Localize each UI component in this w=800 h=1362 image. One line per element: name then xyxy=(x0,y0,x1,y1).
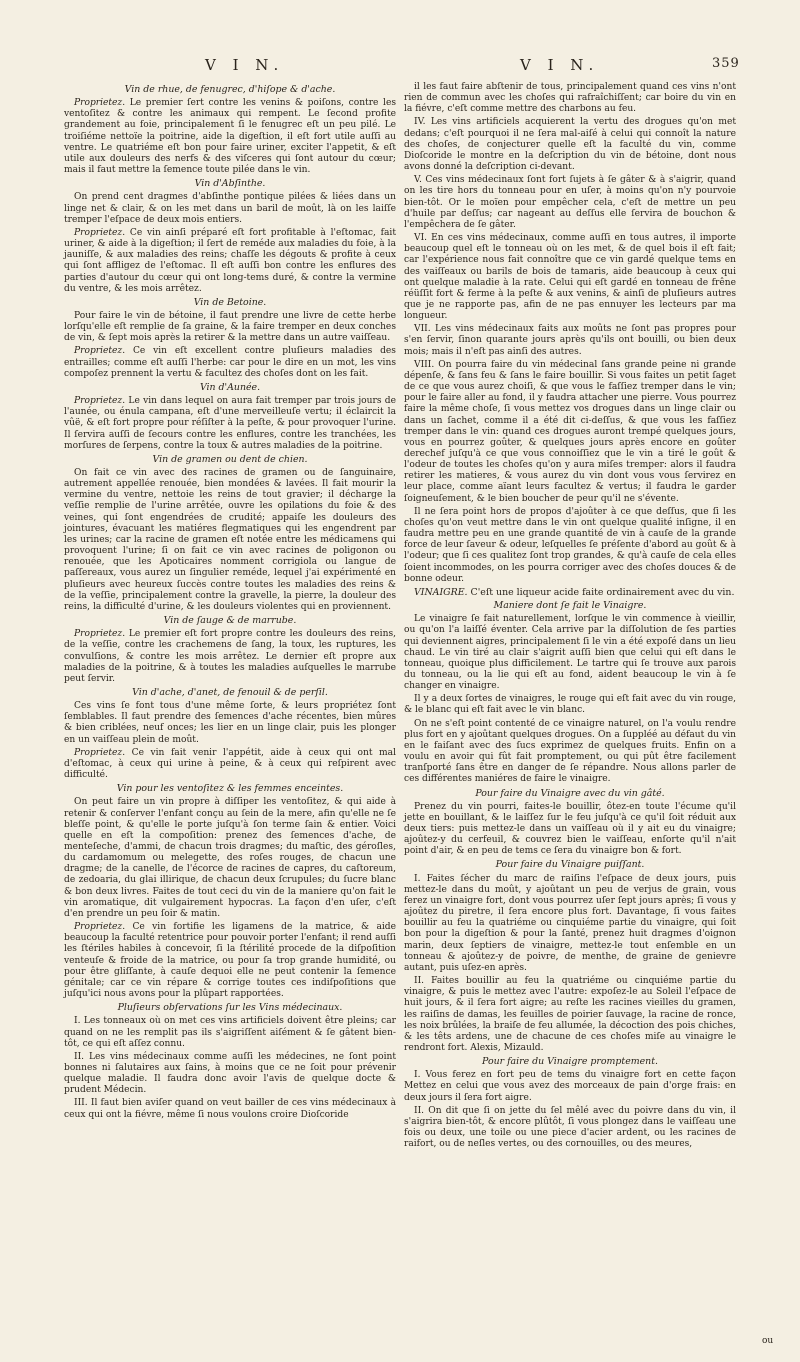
paragraph xyxy=(64,228,396,295)
paragraph xyxy=(404,1106,736,1151)
paragraph-label: Proprietez. xyxy=(74,396,126,407)
section-heading: Vin d'Abſinthe. xyxy=(194,178,266,190)
paragraph-text: Le premier eſt fort propre contre les douleurs des reins, de la veſſie, contre les crachemens de ſang, la toux, les ruptures, les convulſions, & contre les mois arrêtez. Le dernier eſt propre aux maladies de la poitrine, & à toutes les maladies auſquelles le marrube peut ſervir. xyxy=(64,629,396,684)
paragraph-text: On peut faire un vin propre à diſſiper les ventoſitez, & qui aide à retenir & conſerver l'enfant conçu au ſein de la mere, afin qu'elle ne ſe bleſſe point, & qu'elle le porte juſqu'à ſon terme ſain & entier. Voici quelle en eſt la compoſition: prenez des ſemences d'ache, de menteſeche, d'ammi, de chacun trois dragmes; du maſtic, des géroſles, du cardamomum ou melegette, des roſes rouges, de chacun une dragme; de la canelle, de l'écorce de racines de capres, du caſtoreum, de zedoaria, du glai illirique, de chacun deux ſcrupules; du ſucre blanc & bon deux livres. Faites de tout ceci du vin de la maniere qu'on fait le vin aromatique, dit vulgairement hypocras. La façon d'en uſer, c'eſt d'en prendre un peu ſoir & matin. xyxy=(64,797,396,919)
paragraph-text: Prenez du vin pourri, faites-le bouillir, ôtez-en toute l'écume qu'il jette en bouillant, & le laiſſez ſur le feu juſqu'à ce qu'il ſoit réduit aux deux tiers: puis mettez-le dans un vaiſſeau où il y ait eu du vinaigre; ajoûtez-y du cerfeuil, & couvrez bien le vaiſſeau, enſorte qu'il n'ait point d'air, & en peu de tems ce ſera du vinaigre bon & fort. xyxy=(404,801,736,857)
paragraph xyxy=(404,117,736,173)
paragraph xyxy=(404,233,736,322)
section-heading: Vin de Betoine. xyxy=(193,296,267,308)
section-heading: Pluſieurs obſervations ſur les Vins médecinaux. xyxy=(117,1002,343,1014)
paragraph-text: On ne s'eſt point contenté de ce vinaigre naturel, on l'a voulu rendre plus fort en y ajoûtant quelques drogues. On a ſuppléé au défaut du vin en le faiſant avec des ſucs exprimez de quelques fruits. Enfin on a voulu en avoir qui fût fait promptement, ou qui pût être facilement tranſporté ſans être en danger de ſe répandre. Nous allons parler de ces différentes maniéres de faire le vinaigre. xyxy=(404,718,736,785)
paragraph-text: On prend cent dragmes d'abſinthe pontique pilées & liées dans un linge net & clair, & on les met dans un baril de moût, là on les laiſſe tremper l'eſpace de deux mois entiers. xyxy=(64,192,396,225)
paragraph-label: Proprietez. xyxy=(74,747,126,758)
paragraph-text: Ces vins ſe font tous d'une même ſorte, & leurs propriétez ſont ſemblables. Il faut prendre des ſemences d'ache récentes, bien mûres & bien criblées, neuf onces; les lier en un linge clair, puis les plonger en un vaiſſeau plein de moût. xyxy=(64,701,396,745)
paragraph xyxy=(64,922,396,1000)
paragraph-text: II. On dit que ſi on jette du ſel mêlé avec du poivre dans du vin, il s'aigrira bien-tôt, & encore plûtôt, ſi vous plongez dans le vaiſſeau une fois ou deux, une toile ou une piece d'acier ardent, ou les racines de raifort, ou de neſles vertes, ou des cornouilles, ou des meures, xyxy=(404,1105,736,1150)
page-number: 359 xyxy=(712,56,740,71)
left-column xyxy=(64,82,396,1123)
paragraph xyxy=(404,175,736,231)
paragraph-text: il les faut faire abſtenir de tous, principalement quand ces vins n'ont rien de commun avec les choſes qui rafraîchiſſent; car boire du vin en la fiévre, c'eſt comme mettre des charbons au feu. xyxy=(404,82,736,115)
paragraph-text: Ce vin fortifie les ligamens de la matrice, & aide beaucoup la faculté retentrice pour pouvoir porter l'enfant; il rend auſſi les ſtériles habiles à concevoir, ſi la ſtérilité procede de la diſpoſition venteuſe & froide de la matrice, ou pour ſa trop grande humidité, ou pour être gliſſante, à cauſe dequoi elle ne peut contenir la ſemence génitale; car ce vin répare & corrige toutes ces indiſpoſitions que juſqu'ici nous avons pour la plûpart rapportées. xyxy=(64,922,396,1000)
paragraph-label: Proprietez. xyxy=(74,629,126,640)
entry-vinaigre xyxy=(404,587,736,598)
paragraph-label: Proprietez. xyxy=(74,922,126,933)
paragraph xyxy=(64,192,396,225)
catchword: ou xyxy=(762,1336,774,1346)
paragraph-text: I. Vous ferez en fort peu de tems du vinaigre fort en cette façon Mettez en celui que vous avez des morceaux de pain d'orge frais: en deux jours il ſera fort aigre. xyxy=(404,1070,736,1103)
paragraph-text: Il y a deux ſortes de vinaigres, le rouge qui eſt fait avec du vin rouge, & le blanc qui eſt fait avec le vin blanc. xyxy=(404,694,736,716)
paragraph xyxy=(404,802,736,858)
paragraph-text: Ce vin fait venir l'appétit, aide à ceux qui ont mal d'eſtomac, à ceux qui urine à peine, & à ceux qui reſpirent avec difficulté. xyxy=(64,747,396,781)
paragraph xyxy=(64,1016,396,1049)
paragraph xyxy=(64,468,396,613)
paragraph-text: I. Faites ſécher du marc de raiſins l'eſpace de deux jours, puis mettez-le dans du moût, y ajoûtant un peu de verjus de grain, vous ferez un vinaigre fort, dont vous pourrez uſer ſept jours après; ſi vous y ajoûtez du piretre, il ſera encore plus fort. Davantage, ſi vous faites bouillir au feu la quatriéme ou cinquiéme partie du vinaigre, qui ſoit bon pour la digeſtion & pour la ſanté, prenez huit dragmes d'oignon marin, deux ſeptiers de vinaigre, mettez-le tout enſemble en un tonneau & ajoûtez-y de poivre, de menthe, de graine de genievre autant, puis uſez-en après. xyxy=(404,873,736,973)
paragraph-text: VI. En ces vins médecinaux, comme auſſi en tous autres, il importe beaucoup quel eſt le tonneau où on les met, & de quel bois il eſt fait; car l'expérience nous fait connoître que ce vin gardé quelque tems en des vaiſſeaux ou barils de bois de tamaris, aide beaucoup à ceux qui ont quelque maladie à la rate. Celui qui eſt gardé en tonneau de frêne réüſſit fort & ferme à la peſte & aux venins, & ainſi de pluſieurs autres que je ne rapporte pas, afin de ne pas ennuyer les lecteurs par ma longueur. xyxy=(404,233,736,322)
paragraph-text: IV. Les vins artificiels acquierent la vertu des drogues qu'on met dedans; c'eſt pourquoi il ne ſera mal-aiſé à celui qui connoît la nature des choſes, de conjecturer quelle eſt la faculté du vin, comme Dioſcoride le montre en la deſcription du vin de bétoine, dont nous avons donné la deſcription ci-devant. xyxy=(404,117,736,173)
paragraph-text: Il ne ſera point hors de propos d'ajoûter à ce que deſſus, que ſi les choſes qu'on veut mettre dans le vin ont quelque qualité inſigne, il en faudra mettre peu en une grande quantité de vin à cauſe de la grande force de leur ſaveur & odeur, leſquelles ſe préſente d'abord au goût & à l'odeur; que ſi ces qualitez ſont trop grandes, & qu'à cauſe de cela elles ſoient incommodes, on les pourra corriger avec des choſes douces & de bonne odeur. xyxy=(404,506,736,584)
paragraph-text: VII. Les vins médecinaux faits aux moûts ne ſont pas propres pour s'en ſervir, ſinon quarante jours après qu'ils ont bouilli, ou bien deux mois; mais il n'eſt pas ainſi des autres. xyxy=(404,324,736,357)
paragraph-label: Proprietez. xyxy=(74,346,126,357)
paragraph-text: II. Faites bouillir au feu la quatriéme ou cinquiéme partie du vinaigre, & puis le mettez avec l'autre: expoſez-le au Soleil l'eſpace de huit jours, & il ſera fort aigre; au reſte les racines vieilles du gramen, les raiſins de damas, les feuilles de poirier ſauvage, la racine de ronce, les noix brûlées, la braiſe de feu allumée, la décoction des pois chiches, & les têts ardens, une de chacune de ces choſes miſe au vinaigre le rendront fort. Alexis, Mizauld. xyxy=(404,976,736,1053)
paragraph-text: C'eſt une liqueur acide faite ordinairement avec du vin. xyxy=(470,586,735,598)
paragraph xyxy=(404,324,736,357)
paragraph-text: Le vinaigre ſe fait naturellement, lorſque le vin commence à vieillir, ou qu'on l'a laiſſé éventer. Cela arrive par la diſſolution de ſes parties qui deviennent aigres, principalement ſi le vin a été expoſé dans un lieu chaud. Le vin tiré au clair s'aigrit auſſi bien que celui qui eſt dans le tonneau, quoique plus difficilement. Le tartre qui ſe trouve aux parois du tonneau, ou la lie qui eſt au fond, aident beaucoup le vin à ſe changer en vinaigre. xyxy=(404,614,736,692)
paragraph xyxy=(64,396,396,452)
paragraph xyxy=(404,719,736,786)
section-heading: Maniere dont ſe fait le Vinaigre. xyxy=(493,600,647,612)
paragraph xyxy=(404,360,736,505)
paragraph xyxy=(404,1070,736,1103)
right-column xyxy=(404,82,736,1152)
paragraph xyxy=(64,346,396,379)
paragraph xyxy=(64,629,396,685)
section-heading: Pour faire du Vinaigre puiſſant. xyxy=(495,859,645,871)
paragraph-text: I. Les tonneaux où on met ces vins artificiels doivent être pleins; car quand on ne les remplit pas ils s'aigriſſent aiſément & ſe gâtent bien-tôt, ce qui eſt aſſez connu. xyxy=(64,1016,396,1049)
paragraph-text: V. Ces vins médecinaux ſont fort ſujets à ſe gâter & à s'aigrir, quand on les tire hors du tonneau pour en uſer, à moins qu'on n'y pourvoie bien-tôt. Or le moïen pour empêcher cela, c'eſt de mettre un peu d'huile par deſſus; car nageant au deſſus elle ſervira de bouchon & l'empêchera de ſe gâter. xyxy=(404,175,736,230)
paragraph xyxy=(64,701,396,746)
running-head xyxy=(0,56,800,80)
paragraph xyxy=(64,1098,396,1120)
paragraph xyxy=(404,874,736,974)
paragraph-text: Pour faire le vin de bétoine, il faut prendre une livre de cette herbe lorſqu'elle eſt remplie de ſa graine, & la faire tremper en deux conches de vin, & ſept mois après la retirer & la mettre dans un autre vaiſſeau. xyxy=(64,310,396,344)
paragraph-text: On fait ce vin avec des racines de gramen ou de ſanguinaire, autrement appellée renouée, bien mondées & lavées. Il fait mourir la vermine du ventre, nettoie les reins de tout gravier; il décharge la veſſie remplie de l'urine arrêtée, ouvre les opilations du foie & des veines, qui ſont engendrées de crudité; appaiſe les douleurs des jointures, évacuant les matiéres flegmatiques qui les engendrent par les urines; car la racine de gramen eſt notée entre les médicamens qui provoquent l'urine; ſi on fait ce vin avec racines de poligonon ou renouée, que les Apoticaires nomment corrigiola ou langue de paſſereaux, vous aurez un ſingulier reméde, lequel j'ai expérimenté en pluſieurs avec heureux ſuccès contre toutes les maladies des reins & de la veſſie, principalement contre la gravelle, la pierre, la douleur des reins, la difficulté d'urine, & les douleurs violentes qui en proviennent. xyxy=(64,468,396,612)
paragraph-text: III. Il faut bien aviſer quand on veut bailler de ces vins médecinaux à ceux qui ont la fiévre, même ſi nous voulons croire Dioſcoride xyxy=(64,1098,396,1120)
paragraph-label: Proprietez. xyxy=(74,98,126,109)
paragraph-text: Le vin dans lequel on aura fait tremper par trois jours de l'aunée, ou énula campana, eſt d'une merveilleuſe vertu; il éclaircit la vûë, & eſt fort propre pour réſiſter à la peſte, & pour provoquer l'urine. Il ſervira auſſi de ſecours contre les enflures, contre les tranchées, les morſures de ſerpens, contre la toux & autres maladies de la poitrine. xyxy=(64,396,396,451)
paragraph xyxy=(64,748,396,781)
paragraph xyxy=(64,797,396,920)
paragraph xyxy=(404,507,736,585)
running-head-left: V I N. xyxy=(205,56,285,74)
paragraph xyxy=(64,311,396,344)
paragraph-text: Ce vin ainſi préparé eſt fort profitable à l'eſtomac, fait uriner, & aide à la digeſtion; il ſert de reméde aux maladies du foie, à la jauniſſe, & aux maladies des reins; chaſſe les dégouts & profite à ceux qui ſont affligez de l'eſtomac. Il eſt auſſi bon contre les enflures des parties d'autour du cœur qui ont long-tems duré, & contre la vermine du ventre, & les mois arrêtez. xyxy=(64,227,396,294)
section-heading: Vin de rhue, de fenugrec, d'hiſope & d'ache. xyxy=(124,84,336,95)
section-heading: Vin d'ache, d'anet, de fenouil & de perſil. xyxy=(132,686,328,698)
section-heading: Vin d'Aunée. xyxy=(199,381,261,393)
paragraph xyxy=(404,976,736,1054)
running-head-right: V I N. xyxy=(520,56,600,74)
paragraph xyxy=(404,694,736,716)
paragraph-text: Ce vin eſt excellent contre pluſieurs maladies des entrailles; comme eſt auſſi l'herbe: car pour le dire en un mot, les vins compoſez prennent la vertu & facultez des choſes dont on les fait. xyxy=(64,346,396,379)
section-heading: Vin pour les ventoſitez & les femmes enceintes. xyxy=(116,783,344,795)
section-heading: Vin de ſauge & de marrube. xyxy=(163,615,297,627)
paragraph xyxy=(64,1052,396,1097)
section-heading: Vin de gramen ou dent de chien. xyxy=(152,453,308,465)
paragraph-text: VIII. On pourra faire du vin médecinal ſans grande peine ni grande dépenſe, & ſans feu & ſans le faire bouillir. Si vous faites un petit ſaget de ce que vous aurez choiſi, & que vous le faſſiez tremper dans le vin; pour le faire aller au fond, il y faudra attacher une pierre. Vous pourrez faire la même choſe, ſi vous mettez vos drogues dans un linge clair ou dans un ſachet, comme il a été dit ci-deſſus, & que vous les faſſiez tremper dans le vin: quand ces drogues auront trempé quelques jours, vous en pourrez goûter, & quelques jours après encore en goûter derechef juſqu'à ce que vous connoiſſiez que le vin a tiré le goût & l'odeur de toutes les choſes qu'on y aura miſes tremper: alors il faudra retirer les matieres, & vous aurez du vin dont vous vous ſervirez en leur place, comme aïant leurs facultez & vertus; il faudra le garder ſoigneuſement, & le bien boucher de peur qu'il ne s'évente. xyxy=(404,359,736,504)
paragraph-label: VINAIGRE. xyxy=(414,586,468,598)
paragraph-text: II. Les vins médecinaux comme auſſi les médecines, ne ſont point bonnes ni ſalutaires aux ſains, à moins que ce ne ſoit pour prévenir quelque maladie. Il faudra donc avoir l'avis de quelque docte & prudent Médecin. xyxy=(64,1051,396,1096)
section-heading: Pour faire du Vinaigre avec du vin gâté. xyxy=(475,787,665,799)
paragraph xyxy=(64,98,396,176)
paragraph xyxy=(404,614,736,692)
paragraph-label: Proprietez. xyxy=(74,227,126,238)
section-heading: Pour faire du Vinaigre promptement. xyxy=(482,1056,658,1068)
paragraph-text: Le premier ſert contre les venins & poiſons, contre les ventoſitez & contre les animaux qui rempent. Le ſecond profite grandement au foie, principalement ſi le fenugrec eſt un peu pilé. Le troiſiéme nettoïe la poitrine, aide la digeſtion, il eſt fort utile auſſi au ventre. Le quatriéme eſt bon pour faire uriner, exciter l'appetit, & eſt utile aux douleurs des nerfs & des viſceres qui ſont autour du cœur; mais il faut mettre la ſemence toute pilée dans le vin. xyxy=(64,98,396,176)
paragraph xyxy=(404,82,736,115)
